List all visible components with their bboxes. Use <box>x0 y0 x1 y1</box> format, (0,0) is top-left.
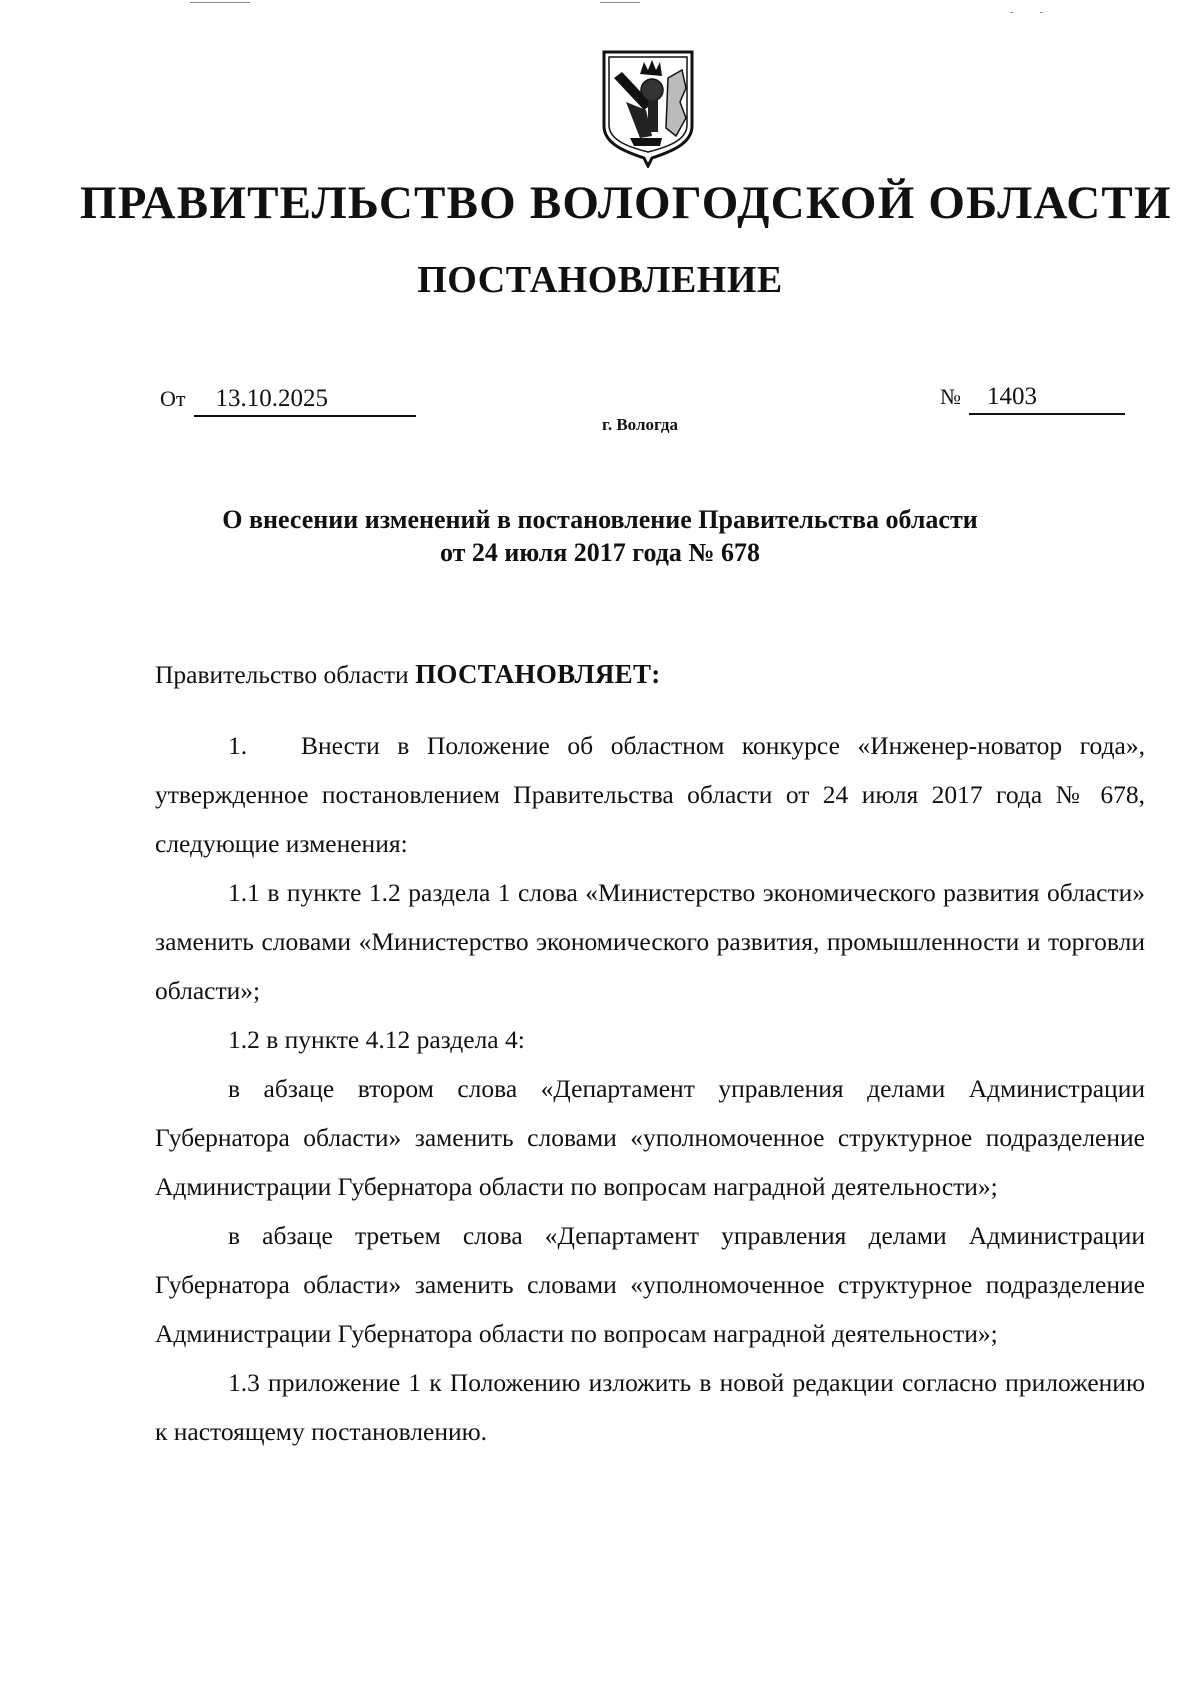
item-1-3: 1.3 приложение 1 к Положению изложить в новой редакции согласно приложению к настоящему постановлению. <box>155 1368 1145 1446</box>
resolution-lead <box>155 650 1145 699</box>
number-prefix: № <box>940 384 961 409</box>
item-1 <box>155 721 1145 868</box>
scan-artifact <box>190 2 250 3</box>
scan-artifact <box>1010 12 1013 13</box>
scan-artifact <box>600 2 640 3</box>
number-field <box>940 382 1125 415</box>
document-subject <box>120 503 1080 569</box>
coat-of-arms-icon <box>600 48 696 168</box>
item-1-2: 1.2 в пункте 4.12 раздела 4: <box>228 1025 525 1054</box>
date-prefix: От <box>160 386 186 411</box>
document-type: ПОСТАНОВЛЕНИЕ <box>417 259 783 301</box>
subject-line-1: О внесении изменений в постановление Правительства области <box>222 505 978 534</box>
subject-line-2: от 24 июля 2017 года № 678 <box>440 538 760 567</box>
item-1-2-paragraph-a: в абзаце втором слова «Департамент управления делами Администрации Губернатора области» заменить словами «уполномоченное структурное подразделение Администрации Губернатора области по вопросам наградной деятельности»; <box>155 1074 1145 1201</box>
document-date: 13.10.2025 <box>194 384 416 417</box>
date-field <box>160 384 416 417</box>
item-1-2-paragraph-b: в абзаце третьем слова «Департамент управления делами Администрации Губернатора области» заменить словами «уполномоченное структурное подразделение Администрации Губернатора области по вопросам наградной деятельности»; <box>155 1221 1145 1348</box>
item-1-1: 1.1 в пункте 1.2 раздела 1 слова «Министерство экономического развития области» заменить словами «Министерство экономического развития, промышленности и торговли области»; <box>155 878 1145 1005</box>
city-name: г. Вологда <box>602 415 678 434</box>
item-1-text: Внести в Положение об областном конкурсе «Инженер-новатор года», утвержденное постановлением Правительства области от 24 июля 2017 года № 678, следующие изменения: <box>155 731 1145 858</box>
scan-artifact <box>1040 12 1043 13</box>
item-1-number: 1. <box>228 731 248 760</box>
document-number: 1403 <box>969 382 1125 415</box>
document-body <box>155 650 1145 1456</box>
lead-strong: ПОСТАНОВЛЯЕТ: <box>415 659 661 689</box>
lead-text: Правительство области <box>155 660 416 689</box>
government-name: ПРАВИТЕЛЬСТВО ВОЛОГОДСКОЙ ОБЛАСТИ <box>80 177 1172 229</box>
